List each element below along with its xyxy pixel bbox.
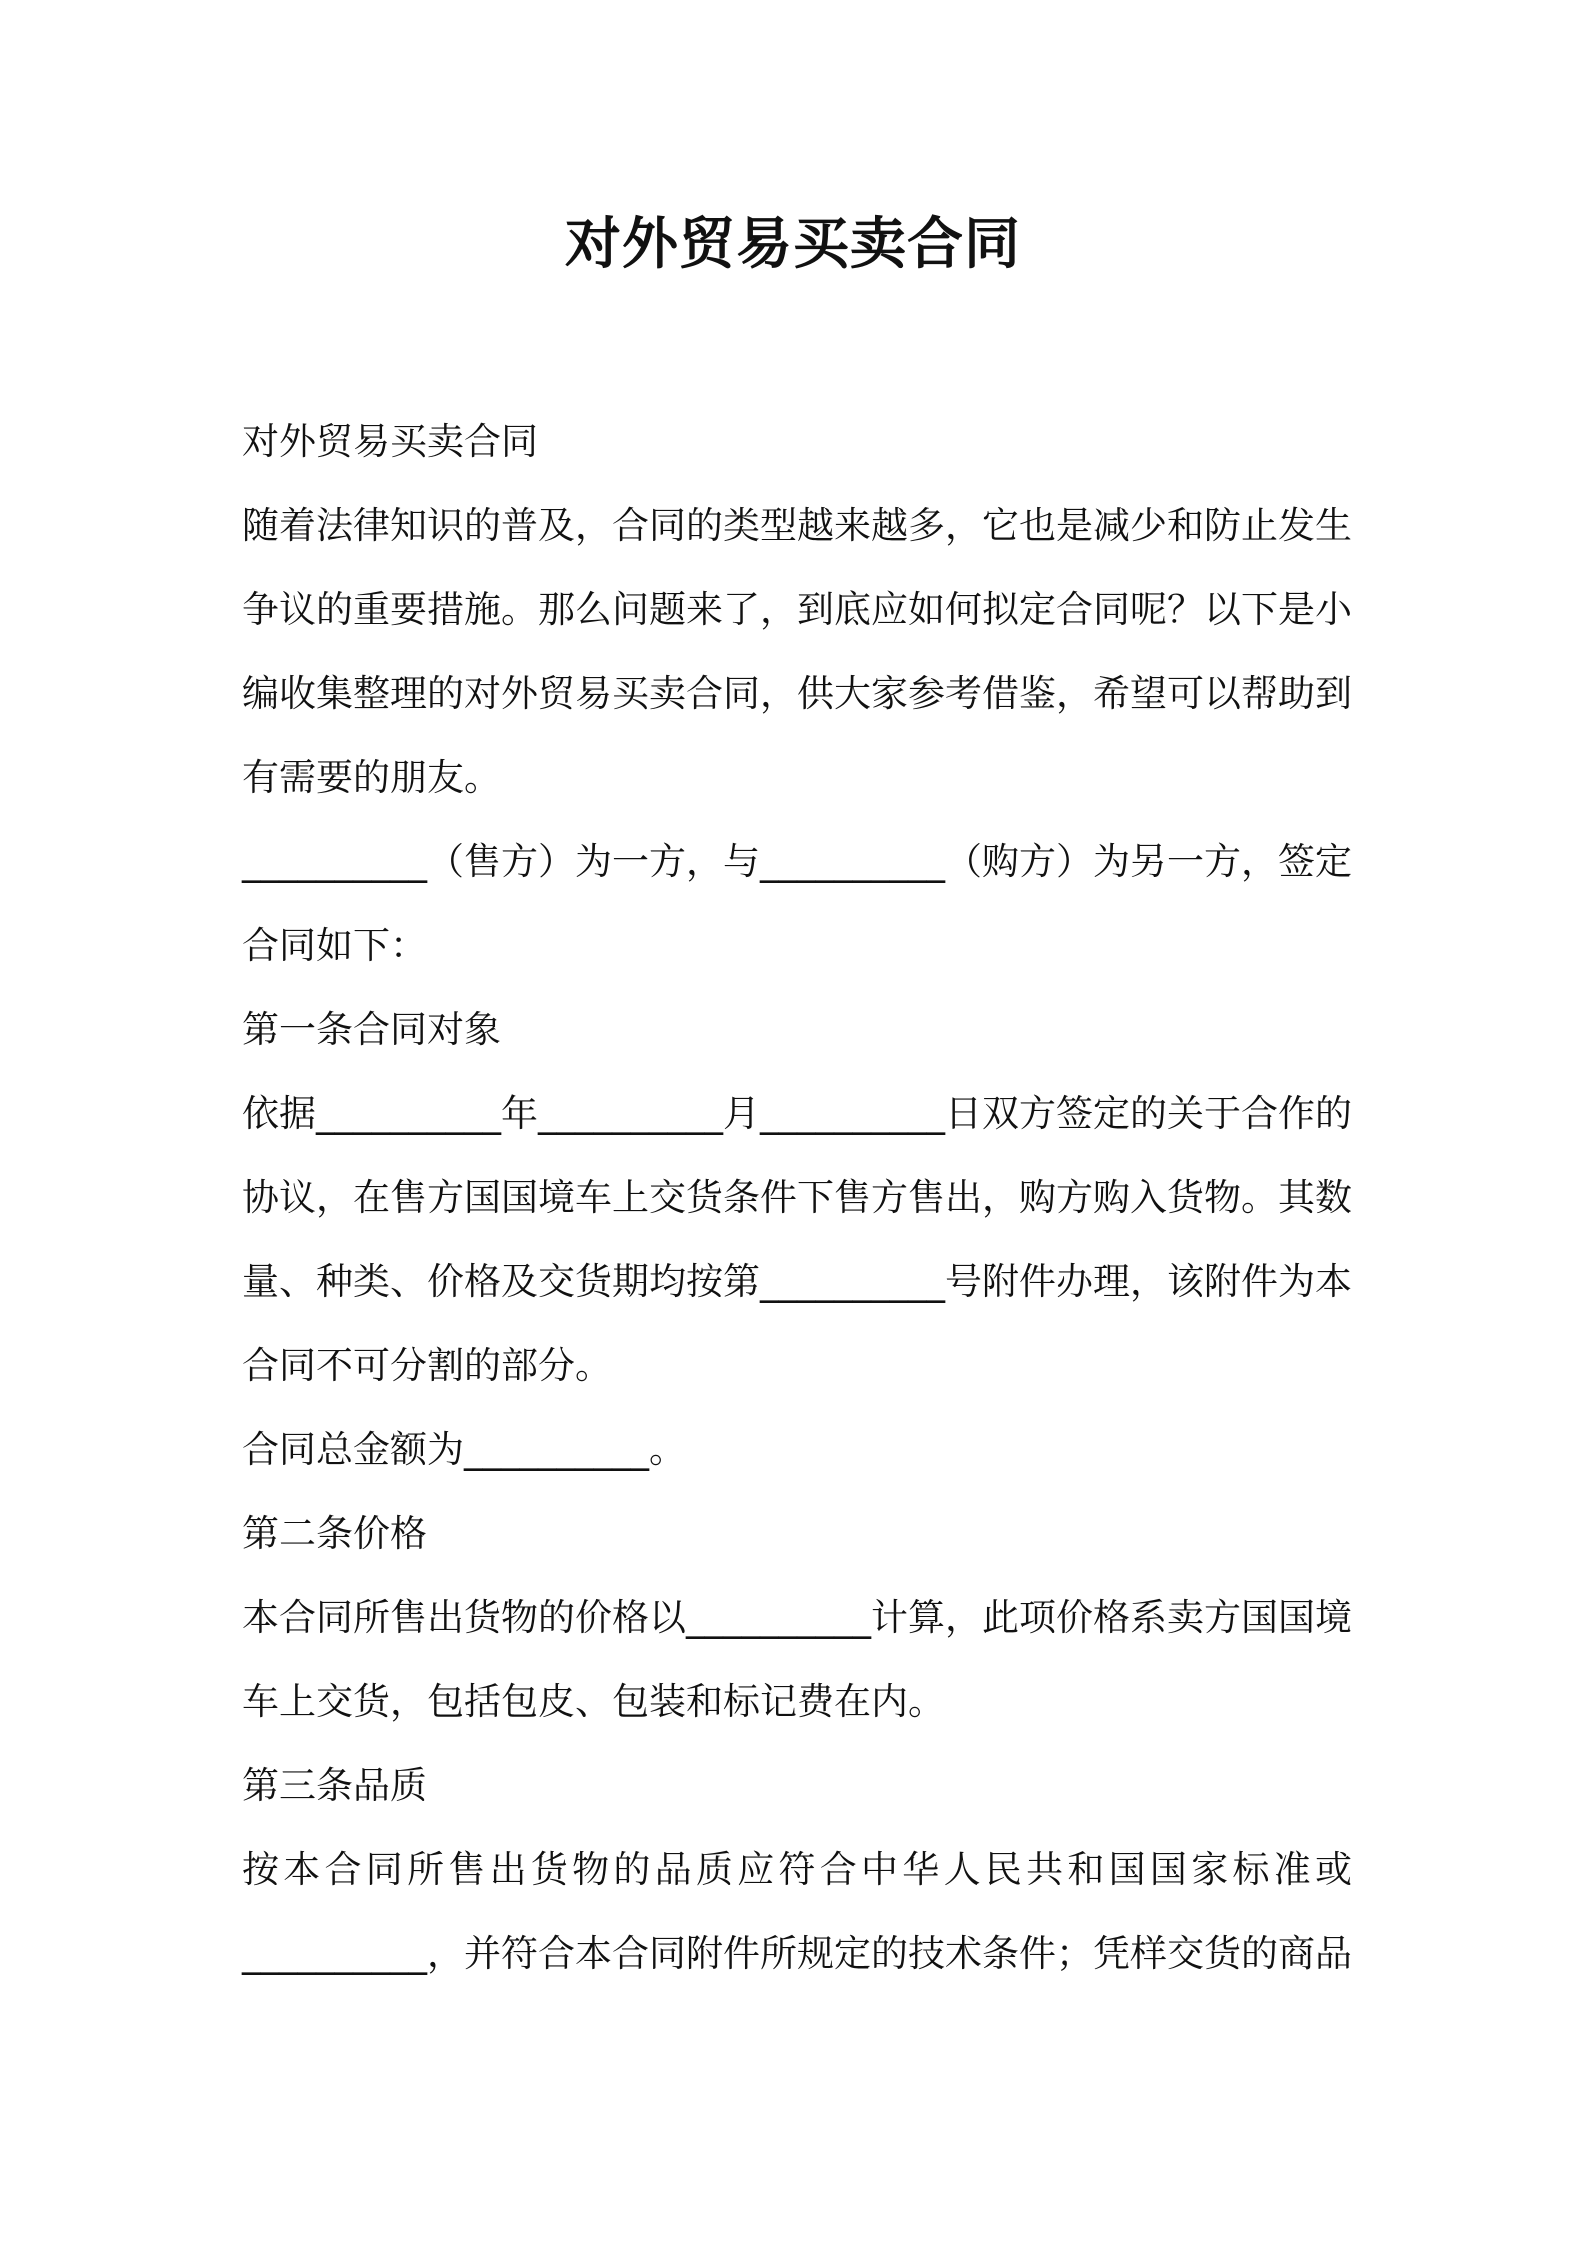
article-3-paragraph: 按本合同所售出货物的品质应符合中华人民共和国国家标准或__________，并符合本合同附件所规定的技术条件；凭样交货的商品: [242, 1848, 1352, 1975]
article-3-heading: 第三条品质: [242, 1764, 427, 1807]
article-2-paragraph: 本合同所售出货物的价格以__________计算，此项价格系卖方国国境车上交货，包括包皮、包装和标记费在内。: [242, 1596, 1352, 1723]
article-1-heading: 第一条合同对象: [242, 1008, 501, 1051]
document-body: [242, 400, 1352, 1996]
article-2-heading: 第二条价格: [242, 1512, 427, 1555]
article-1-paragraph: 依据__________年__________月__________日双方签定的关于合作的协议，在售方国国境车上交货条件下售方售出，购方购入货物。其数量、种类、价格及交货期均按第__________号附件办理，该附件为本合同不可分割的部分。: [242, 1092, 1352, 1387]
intro-heading: 对外贸易买卖合同: [242, 420, 538, 463]
document-title: 对外贸易买卖合同: [565, 212, 1021, 277]
parties-paragraph: __________（售方）为一方，与__________（购方）为另一方，签定合同如下：: [242, 840, 1352, 967]
intro-paragraph: 随着法律知识的普及，合同的类型越来越多，它也是减少和防止发生争议的重要措施。那么问题来了，到底应如何拟定合同呢？以下是小编收集整理的对外贸易买卖合同，供大家参考借鉴，希望可以帮助到有需要的朋友。: [242, 504, 1352, 799]
total-amount-paragraph: 合同总金额为__________。: [242, 1428, 686, 1471]
